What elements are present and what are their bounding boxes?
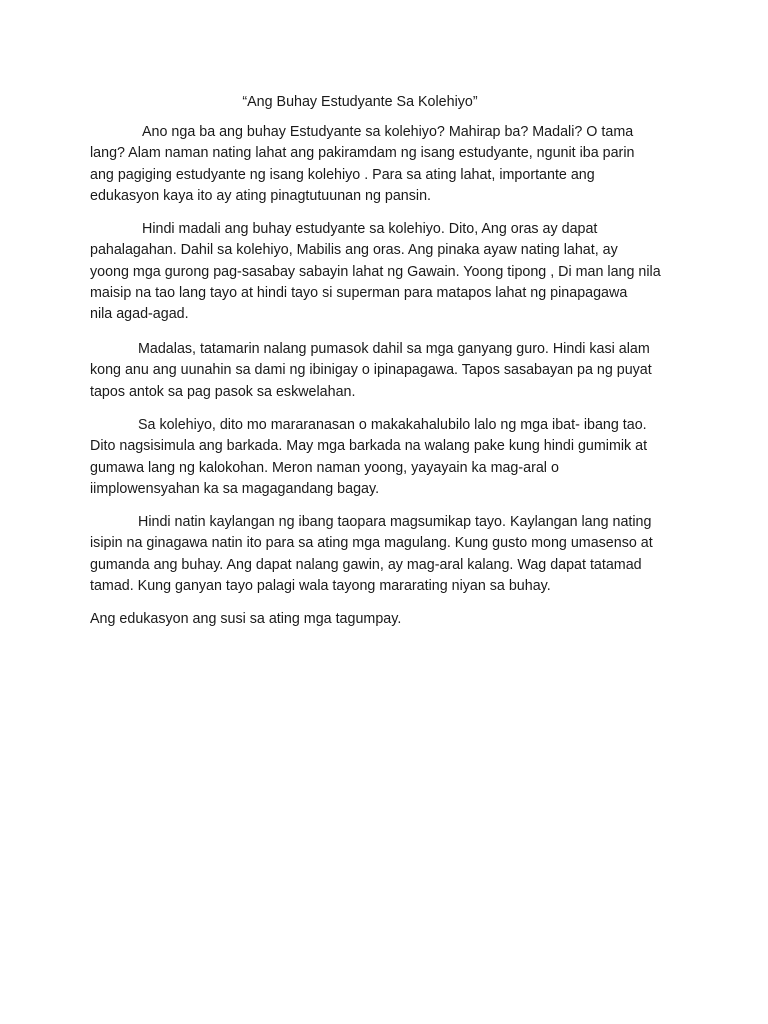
paragraph-line: pahalagahan. Dahil sa kolehiyo, Mabilis ang oras. Ang pinaka ayaw nating lahat, ay bbox=[90, 242, 618, 259]
paragraph bbox=[90, 219, 661, 325]
paragraph-line: tapos antok sa pag pasok sa eskwelahan. bbox=[90, 383, 356, 400]
paragraph-line: Ano nga ba ang buhay Estudyante sa kolehiyo? Mahirap ba? Madali? O tama bbox=[142, 124, 634, 140]
paragraph-line: gumanda ang buhay. Ang dapat nalang gawin, ay mag-aral kalang. Wag dapat tatamad bbox=[90, 556, 642, 573]
paragraph-line: maisip na tao lang tayo at hindi tayo si superman para matapos lahat ng pinapagawa bbox=[90, 284, 628, 301]
paragraph bbox=[90, 415, 650, 500]
paragraph bbox=[90, 122, 650, 207]
paragraph-line: edukasyon kaya ito ay ating pinagtutuunan ng pansin. bbox=[90, 187, 431, 204]
paragraph-line: Dito nagsisimula ang barkada. May mga barkada na walang pake kung hindi gumimik at bbox=[90, 438, 648, 455]
paragraph-line: Sa kolehiyo, dito mo mararanasan o makakahalubilo lalo ng mga ibat- ibang tao. bbox=[138, 417, 647, 433]
paragraph-line: gumawa lang ng kalokohan. Meron naman yoong, yayayain ka mag-aral o bbox=[90, 459, 559, 476]
document-title: “Ang Buhay Estudyante Sa Kolehiyo” bbox=[242, 94, 478, 110]
paragraph-line: ang pagiging estudyante ng isang kolehiyo . Para sa ating lahat, importante ang bbox=[90, 166, 595, 183]
paragraph-line: iimplowensyahan ka sa magagandang bagay. bbox=[90, 480, 380, 497]
paragraph bbox=[90, 512, 653, 597]
paragraph-line: isipin na ginagawa natin ito para sa ating mga magulang. Kung gusto mong umasenso at bbox=[90, 535, 653, 552]
paragraph-line: tamad. Kung ganyan tayo palagi wala tayong mararating niyan sa buhay. bbox=[90, 577, 551, 594]
paragraph-line: Hindi madali ang buhay estudyante sa kolehiyo. Dito, Ang oras ay dapat bbox=[142, 221, 598, 237]
paragraph-line: kong anu ang uunahin sa dami ng ibinigay o ipinapagawa. Tapos sasabayan pa ng puyat bbox=[90, 362, 652, 379]
paragraph-line: nila agad-agad. bbox=[90, 306, 189, 323]
paragraph-line: Hindi natin kaylangan ng ibang taopara magsumikap tayo. Kaylangan lang nating bbox=[138, 514, 652, 530]
paragraph-line: Ang edukasyon ang susi sa ating mga tagumpay. bbox=[90, 611, 402, 627]
paragraph-line: lang? Alam naman nating lahat ang pakiramdam ng isang estudyante, ngunit iba parin bbox=[90, 145, 635, 162]
paragraph-line: Madalas, tatamarin nalang pumasok dahil sa mga ganyang guro. Hindi kasi alam bbox=[138, 341, 650, 357]
paragraph bbox=[90, 339, 650, 403]
closing-statement bbox=[90, 609, 650, 630]
paragraph-line: yoong mga gurong pag-sasabay sabayin lahat ng Gawain. Yoong tipong , Di man lang nila bbox=[90, 263, 661, 280]
